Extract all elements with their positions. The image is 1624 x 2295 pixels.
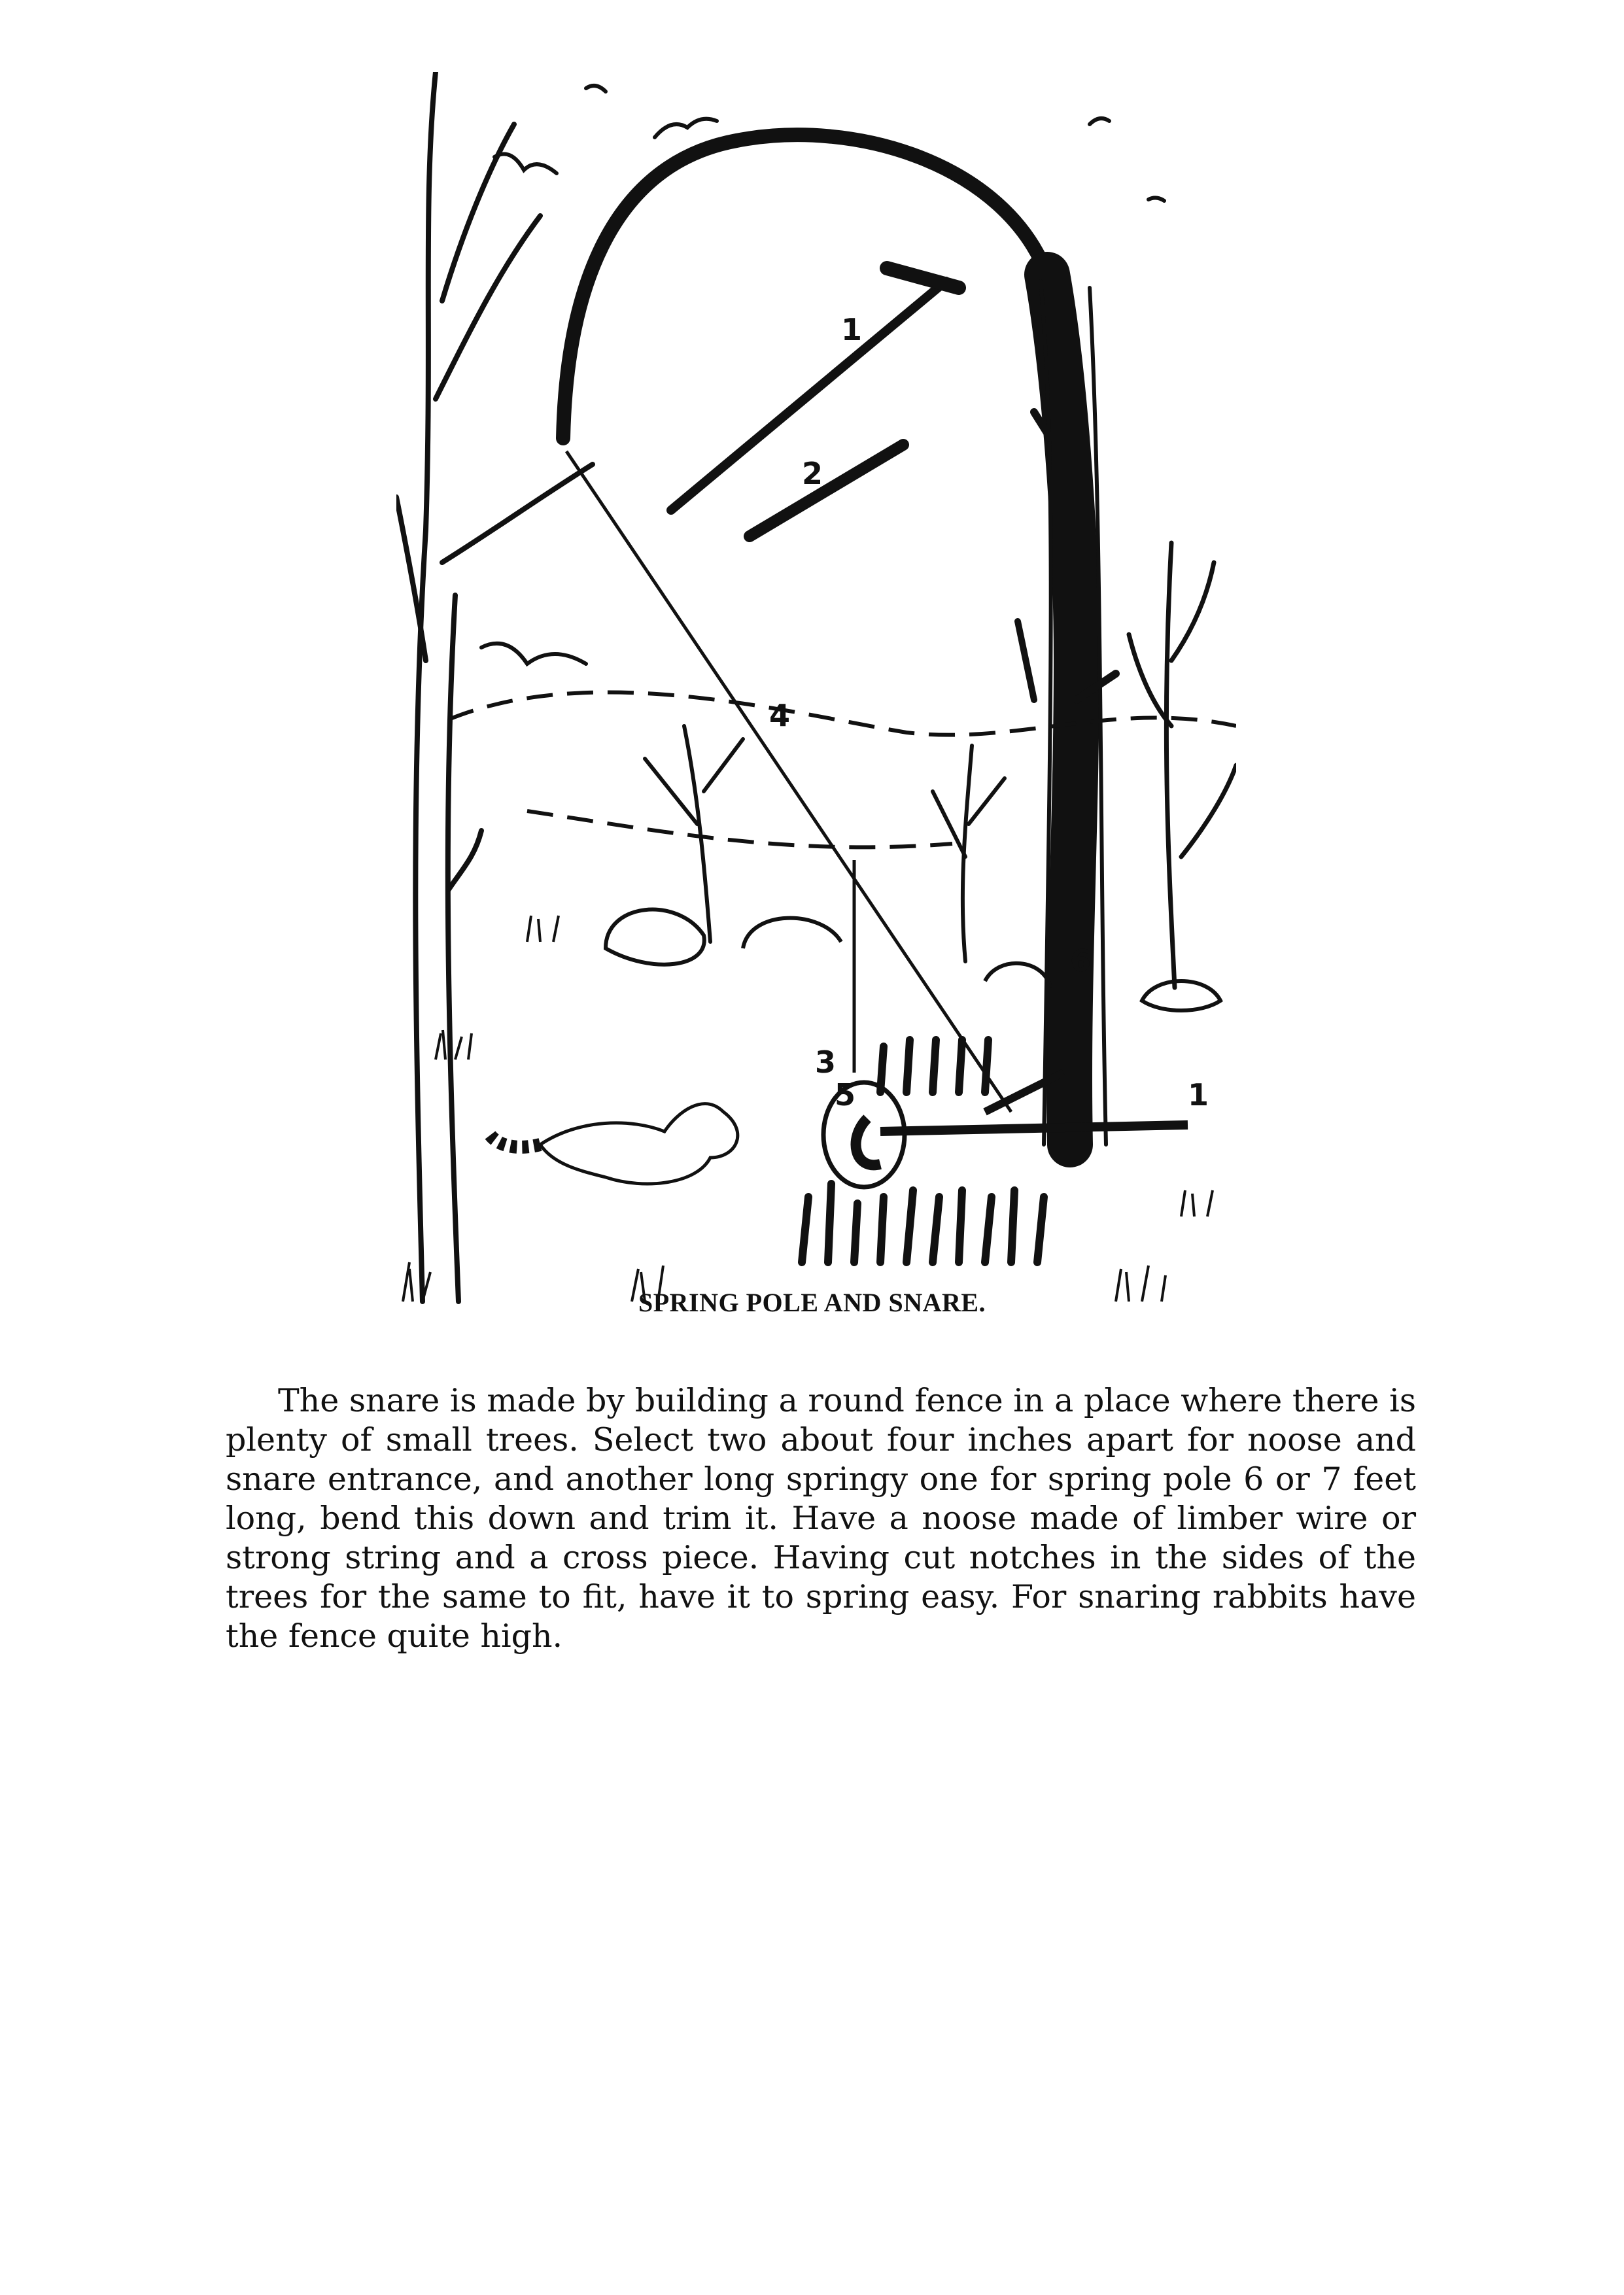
right-tree: [1129, 543, 1236, 988]
spring-pole: [563, 135, 1116, 1145]
callout-4: 4: [769, 698, 791, 733]
snare-string: [566, 451, 1011, 1112]
illustration-svg: [396, 72, 1236, 1321]
detail-sticks: [671, 268, 959, 536]
hill-lines: [449, 693, 1236, 848]
left-tree: [396, 72, 593, 1302]
raccoon: [488, 1104, 738, 1184]
callout-5: 5: [835, 1077, 856, 1113]
body-paragraph: The snare is made by building a round fence in a place where there is plenty of small trees. Select two about four inches apart for noose and snare entrance, and another long springy one for spring pole 6 or 7 feet long, bend this down and trim it. Have a noose made of limber wire or strong string and a cross piece. Having cut notches in the sides of the trees for the same to fit, have it to spring easy. For snaring rabbits have the fence quite high.: [226, 1382, 1416, 1655]
callout-6: 6: [1070, 943, 1092, 978]
figure-caption: SPRING POLE AND SNARE.: [638, 1288, 986, 1317]
callout-1-bottom: 1: [1188, 1077, 1209, 1113]
rocks: [606, 910, 1220, 1010]
spring-pole-snare-illustration: [396, 72, 1236, 1321]
callout-3: 3: [815, 1044, 837, 1080]
callout-1-top: 1: [841, 312, 863, 347]
fence-stakes: [802, 1040, 1044, 1262]
callout-2: 2: [802, 456, 823, 491]
